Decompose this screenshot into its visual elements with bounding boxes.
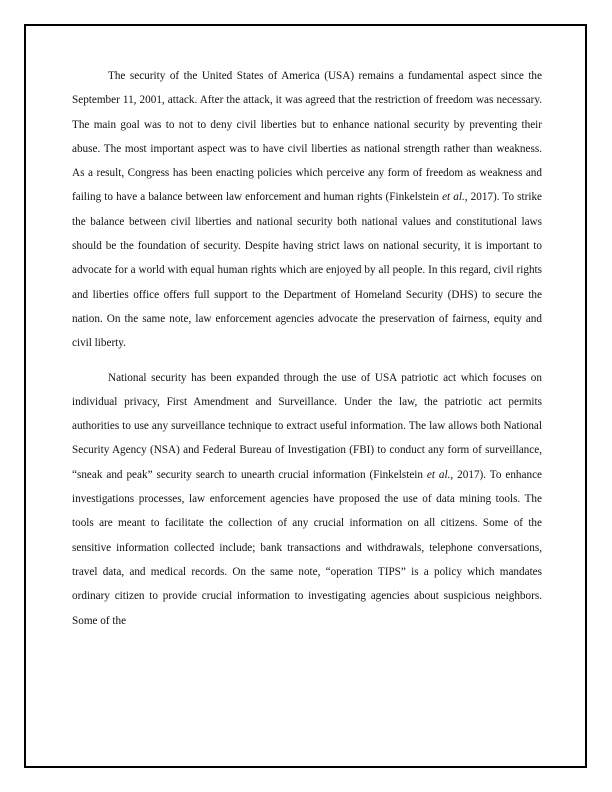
citation-et-al: et al., bbox=[426, 468, 454, 481]
paragraph-text: National security has been expanded through the use of USA patriotic act which focuses on individual privacy, First Amendment and Surveillance. Under the law, the patriotic act permits authorities to use any surveillance technique to extract useful information. The law allows both National Security Agency (NSA) and Federal Bureau of Investigation (FBI) to conduct any form of surveillance, “sneak and peak” security search to unearth crucial information (Finkelstein bbox=[72, 371, 542, 481]
paragraph-patriot-act bbox=[72, 366, 542, 633]
paragraph-text: 2017). To strike the balance between civil liberties and national security both national values and constitutional laws should be the foundation of security. Despite having strict laws on national security, it is important to advocate for a world with equal human rights which are enjoyed by all people. In this regard, civil rights and liberties office offers full support to the Department of Homeland Security (DHS) to secure the nation. On the same note, law enforcement agencies advocate the preservation of fairness, equity and civil liberty. bbox=[72, 191, 543, 350]
citation-et-al: et al., bbox=[442, 191, 468, 204]
paragraph-text: 2017). To enhance investigations processes, law enforcement agencies have proposed the use of data mining tools. The tools are meant to facilitate the collection of any crucial information on all citizens. Some of the sensitive information collected include; bank transactions and withdrawals, telephone conversations, travel data, and medical records. On the same note, “operation TIPS” is a policy which mandates ordinary citizen to provide crucial information to investigating agencies about suspicious neighbors. Some of the bbox=[72, 468, 543, 627]
document-body bbox=[72, 64, 542, 633]
paragraph-text: The security of the United States of America (USA) remains a fundamental aspect since the September 11, 2001, attack. After the attack, it was agreed that the restriction of freedom was necessary. The main goal was to not to deny civil liberties but to enhance national security by preventing their abuse. The most important aspect was to have civil liberties as national strength rather than weakness. As a result, Congress has been enacting policies which perceive any form of freedom as weakness and failing to have a balance between law enforcement and human rights (Finkelstein bbox=[72, 70, 542, 204]
paragraph-civil-liberties bbox=[72, 64, 542, 356]
